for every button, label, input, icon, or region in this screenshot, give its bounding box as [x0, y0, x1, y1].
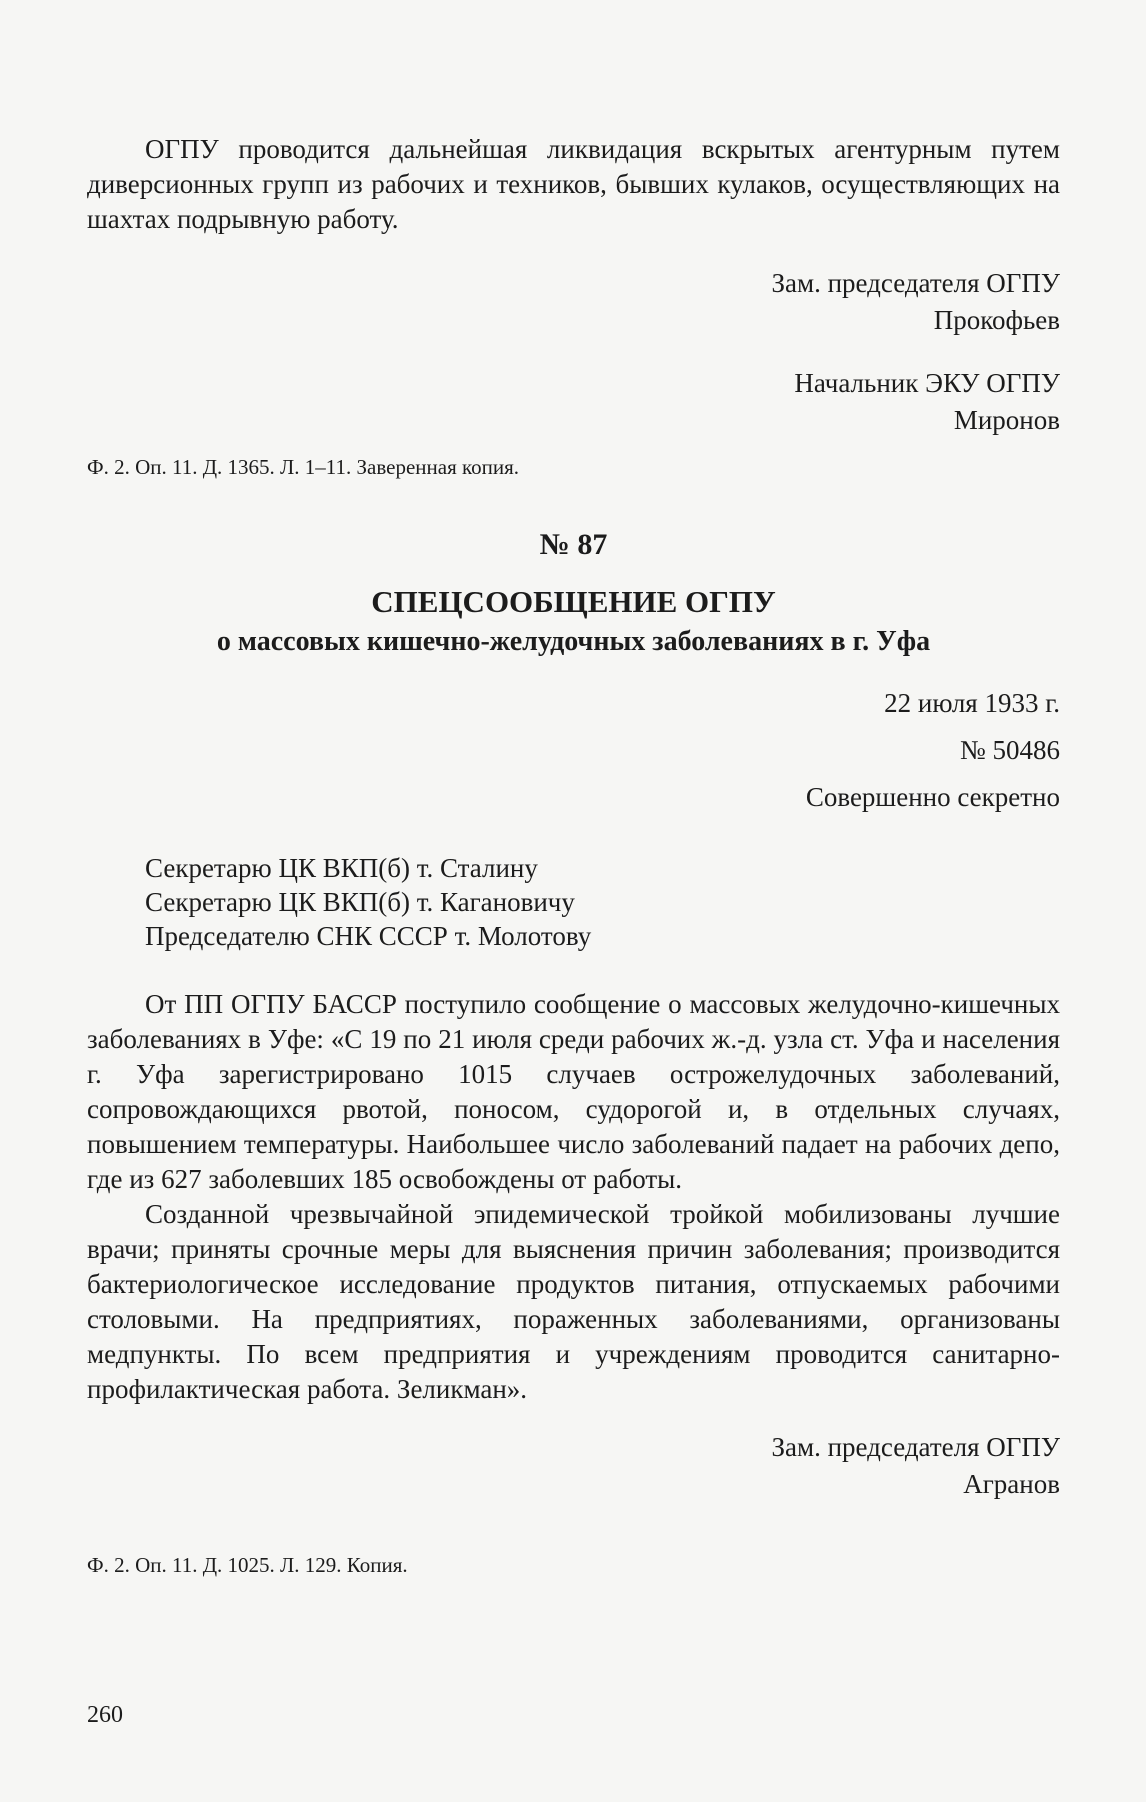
book-page	[87, 132, 1060, 1579]
addressee: Председателю СНК СССР т. Молотову	[145, 921, 592, 951]
document-date: 22 июля 1933 г.	[884, 688, 1060, 718]
page-number: 260	[87, 1702, 123, 1728]
document-number: № 87	[539, 528, 608, 561]
document-title: СПЕЦСООБЩЕНИЕ ОГПУ	[371, 584, 776, 619]
addressee-list	[87, 851, 1060, 953]
document-meta	[87, 680, 1060, 821]
signature-name: Агранов	[963, 1469, 1060, 1499]
signature-name: Миронов	[953, 405, 1060, 435]
signature-title: Начальник ЭКУ ОГПУ	[794, 368, 1060, 398]
signature-title: Зам. председателя ОГПУ	[771, 268, 1060, 298]
document-reg-number: № 50486	[959, 735, 1060, 765]
previous-signature-1	[87, 265, 1060, 339]
previous-signature-2	[87, 365, 1060, 439]
document-source: Ф. 2. Оп. 11. Д. 1025. Л. 129. Копия.	[87, 1553, 408, 1577]
previous-document-source: Ф. 2. Оп. 11. Д. 1365. Л. 1–11. Заверенная копия.	[87, 455, 520, 479]
addressee: Секретарю ЦК ВКП(б) т. Сталину	[145, 853, 538, 883]
document-classification: Совершенно секретно	[805, 782, 1060, 812]
addressee: Секретарю ЦК ВКП(б) т. Кагановичу	[145, 887, 575, 917]
document-body	[87, 987, 1060, 1407]
signature-title: Зам. председателя ОГПУ	[771, 1432, 1060, 1462]
document-signature	[87, 1429, 1060, 1503]
body-paragraph: От ПП ОГПУ БАССР поступило сообщение о массовых желудочно-кишечных заболеваниях в Уфе: «С 19 по 21 июля среди рабочих ж.-д. узла ст. Уфа и населения г. Уфа зарегистрировано 1015 случаев острожелудочных заболеваний, сопровождающихся рвотой, поносом, судорогой и, в отдельных случаях, повышением температуры. Наибольшее число заболеваний падает на рабочих депо, где из 627 заболевших 185 освобождены от работы.	[87, 989, 1060, 1194]
previous-document-closing-paragraph: ОГПУ проводится дальнейшая ликвидация вскрытых агентурным путем диверсионных групп из рабочих и техников, бывших кулаков, осуществляющих на шахтах подрывную работу.	[87, 134, 1060, 234]
document-subtitle: о массовых кишечно-желудочных заболеваниях в г. Уфа	[216, 626, 931, 657]
signature-name: Прокофьев	[933, 305, 1060, 335]
body-paragraph: Созданной чрезвычайной эпидемической тройкой мобилизованы лучшие врачи; приняты срочные меры для выяснения причин заболевания; производится бактериологическое исследование продуктов питания, отпускаемых рабочими столовыми. На предприятиях, пораженных заболеваниями, организованы медпункты. По всем предприятия и учреждениям проводится санитарно-профилактическая работа. Зеликман».	[87, 1199, 1060, 1404]
